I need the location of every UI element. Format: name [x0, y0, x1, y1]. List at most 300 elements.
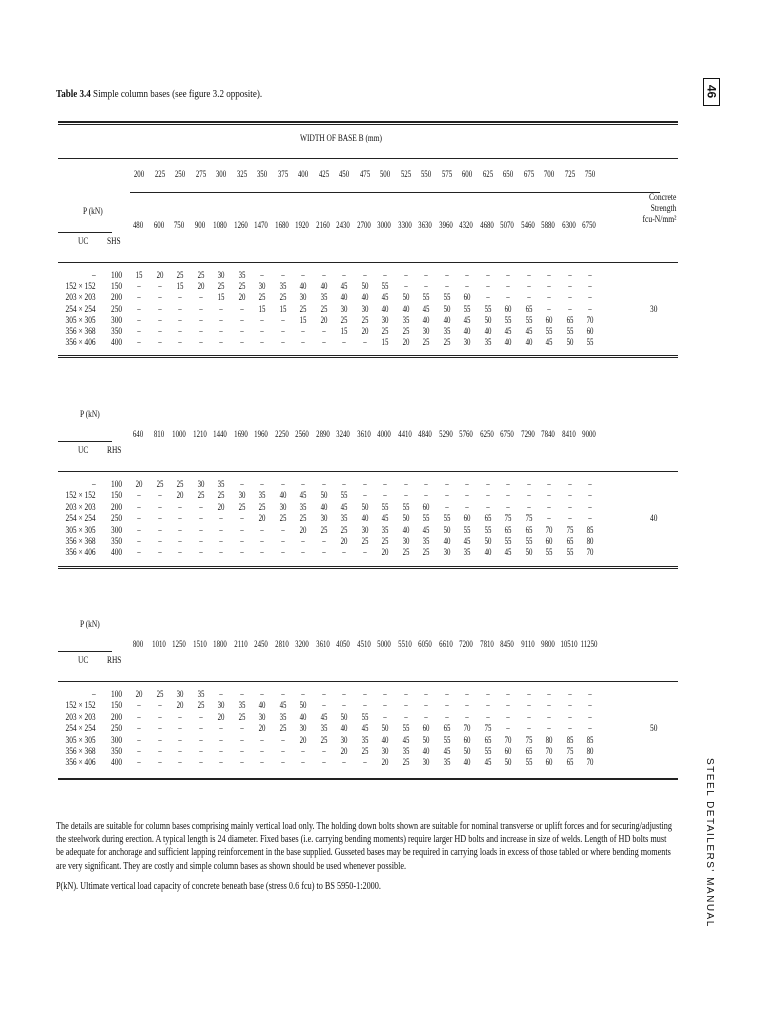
- row-hollow-size: 350: [111, 327, 123, 337]
- p-value-cell: 7840: [541, 430, 555, 440]
- bolt-size-cell: –: [219, 315, 223, 326]
- bolt-size-cell: –: [219, 327, 223, 337]
- bolt-size-cell: –: [465, 271, 469, 281]
- row-hollow-size: 350: [111, 747, 123, 757]
- p-value-cell: 640: [132, 430, 144, 440]
- bolt-size-cell: –: [342, 548, 346, 559]
- bolt-size-cell: –: [526, 724, 531, 735]
- bolt-size-cell: –: [260, 758, 264, 769]
- bolt-size-cell: 65: [566, 758, 573, 769]
- bolt-size-cell: 25: [340, 525, 348, 536]
- bolt-size-cell: 20: [176, 491, 184, 502]
- bolt-size-cell: 50: [566, 338, 573, 349]
- bolt-size-cell: –: [506, 271, 510, 281]
- p-value-cell: 1440: [213, 430, 227, 440]
- bolt-size-cell: –: [301, 338, 305, 349]
- bolt-size-cell: –: [198, 548, 203, 559]
- bolt-size-cell: –: [239, 537, 244, 547]
- bolt-size-cell: 50: [381, 724, 389, 735]
- bolt-size-cell: –: [137, 525, 141, 536]
- bolt-size-cell: –: [260, 525, 264, 536]
- column-b-header: RHS: [107, 446, 122, 456]
- bolt-size-cell: –: [157, 282, 162, 293]
- row-uc-size: 203 × 203: [65, 712, 96, 723]
- bolt-size-cell: 45: [463, 537, 471, 547]
- bolt-size-cell: –: [567, 502, 572, 513]
- bolt-size-cell: –: [403, 701, 408, 712]
- bolt-size-cell: –: [157, 712, 162, 723]
- p-value-cell: 1080: [213, 221, 227, 231]
- bolt-size-cell: 25: [217, 491, 225, 502]
- bolt-size-cell: –: [301, 758, 305, 769]
- bolt-size-cell: –: [157, 525, 162, 536]
- bolt-size-cell: –: [239, 304, 244, 315]
- bolt-size-cell: –: [506, 282, 510, 293]
- row-uc-size: 356 × 406: [65, 548, 96, 559]
- p-value-cell: 5760: [459, 430, 473, 440]
- bolt-size-cell: –: [362, 271, 367, 281]
- bolt-size-cell: –: [280, 690, 285, 700]
- bolt-size-cell: –: [157, 735, 162, 746]
- bolt-size-cell: –: [465, 491, 469, 502]
- bolt-size-cell: –: [178, 304, 182, 315]
- bolt-size-cell: –: [321, 327, 326, 337]
- bolt-size-cell: –: [157, 537, 162, 547]
- bolt-size-cell: –: [362, 338, 367, 349]
- p-value-cell: 5510: [397, 640, 412, 650]
- p-value-cell: 4050: [336, 640, 350, 650]
- row-hollow-size: 250: [111, 724, 123, 735]
- bolt-size-cell: 60: [463, 293, 471, 304]
- bolt-size-cell: –: [157, 514, 162, 525]
- bolt-size-cell: 25: [279, 293, 286, 304]
- bolt-size-cell: 50: [504, 758, 512, 769]
- bolt-size-cell: –: [526, 271, 531, 281]
- bolt-size-cell: 55: [361, 712, 368, 723]
- bolt-size-cell: –: [198, 712, 203, 723]
- bolt-size-cell: 25: [238, 282, 245, 293]
- bolt-size-cell: 55: [381, 502, 389, 513]
- p-value-cell: 9000: [582, 430, 596, 440]
- bolt-size-cell: 30: [443, 548, 450, 559]
- bolt-size-cell: –: [178, 537, 182, 547]
- bolt-size-cell: –: [444, 271, 449, 281]
- bolt-size-cell: 30: [381, 315, 389, 326]
- p-value-cell: 6250: [479, 430, 494, 440]
- bolt-size-cell: –: [157, 315, 162, 326]
- bolt-size-cell: –: [424, 271, 428, 281]
- bolt-size-cell: –: [485, 690, 490, 700]
- bolt-size-cell: –: [157, 304, 162, 315]
- bolt-size-cell: –: [465, 712, 469, 723]
- bolt-size-cell: –: [526, 502, 531, 513]
- bolt-size-cell: –: [362, 758, 367, 769]
- bolt-size-cell: –: [506, 480, 510, 490]
- bolt-size-cell: 35: [381, 525, 389, 536]
- column-b-header: RHS: [107, 656, 122, 666]
- row-uc-size: 356 × 406: [65, 758, 96, 769]
- bolt-size-cell: 25: [176, 271, 184, 281]
- p-value-cell: 3240: [336, 430, 350, 440]
- bolt-size-cell: –: [198, 338, 203, 349]
- bolt-size-cell: –: [157, 502, 162, 513]
- concrete-strength-value: 30: [650, 304, 658, 315]
- row-hollow-size: 100: [111, 271, 123, 281]
- bolt-size-cell: 50: [361, 282, 368, 293]
- page-number: 46: [704, 84, 719, 99]
- bolt-size-cell: –: [137, 338, 141, 349]
- bolt-size-cell: –: [547, 690, 551, 700]
- bolt-size-cell: 45: [504, 327, 512, 337]
- bolt-size-cell: 30: [217, 271, 225, 281]
- bolt-size-cell: –: [260, 338, 264, 349]
- bolt-size-cell: –: [239, 525, 244, 536]
- bolt-size-cell: 40: [258, 701, 266, 712]
- bolt-size-cell: –: [547, 271, 551, 281]
- p-value-cell: 2430: [336, 221, 350, 231]
- p-value-cell: 800: [132, 640, 144, 650]
- bolt-size-cell: –: [424, 480, 428, 490]
- column-a-header: UC: [78, 446, 89, 456]
- row-uc-size: 305 × 305: [65, 315, 96, 326]
- p-value-cell: 8450: [500, 640, 514, 650]
- rule-line: [58, 158, 678, 159]
- bolt-size-cell: 40: [402, 304, 409, 315]
- bolt-size-cell: –: [567, 690, 572, 700]
- bolt-size-cell: –: [362, 701, 367, 712]
- bolt-size-cell: 25: [197, 701, 204, 712]
- bolt-size-cell: 45: [545, 338, 553, 349]
- bolt-size-cell: –: [321, 701, 326, 712]
- bolt-size-cell: –: [157, 724, 162, 735]
- bolt-size-cell: –: [547, 701, 551, 712]
- bolt-size-cell: 40: [484, 327, 491, 337]
- bolt-size-cell: –: [526, 491, 531, 502]
- bolt-size-cell: 55: [340, 491, 348, 502]
- bolt-size-cell: 55: [545, 548, 553, 559]
- p-value-cell: 1000: [172, 430, 186, 440]
- bolt-size-cell: –: [342, 271, 346, 281]
- column-a-header: UC: [78, 656, 89, 666]
- bolt-size-cell: 65: [566, 537, 573, 547]
- bolt-size-cell: 25: [381, 327, 389, 337]
- bolt-size-cell: 55: [566, 548, 573, 559]
- bolt-size-cell: 25: [299, 514, 307, 525]
- bolt-size-cell: 25: [402, 327, 409, 337]
- table-caption: [56, 89, 262, 100]
- bolt-size-cell: 40: [463, 758, 471, 769]
- bolt-size-cell: –: [547, 724, 551, 735]
- bolt-size-cell: –: [260, 537, 264, 547]
- bolt-size-cell: –: [424, 282, 428, 293]
- bolt-size-cell: –: [239, 724, 244, 735]
- bolt-size-cell: –: [424, 701, 428, 712]
- bolt-size-cell: –: [506, 293, 510, 304]
- width-header-cell: 550: [420, 170, 432, 180]
- bolt-size-cell: 65: [566, 315, 573, 326]
- bolt-size-cell: 85: [586, 735, 594, 746]
- bolt-size-cell: 30: [197, 480, 204, 490]
- bolt-size-cell: –: [178, 735, 182, 746]
- bolt-size-cell: 70: [504, 735, 512, 746]
- width-header-cell: 500: [379, 170, 391, 180]
- p-value-cell: 4840: [418, 430, 432, 440]
- bolt-size-cell: 55: [586, 338, 594, 349]
- width-header-cell: 450: [338, 170, 350, 180]
- width-header-cell: 750: [584, 170, 596, 180]
- bolt-size-cell: 30: [463, 338, 471, 349]
- bolt-size-cell: –: [547, 502, 551, 513]
- rule-line: [58, 566, 678, 569]
- bolt-size-cell: 40: [463, 327, 471, 337]
- bolt-size-cell: –: [465, 502, 469, 513]
- bolt-size-cell: –: [301, 747, 305, 757]
- bolt-size-cell: –: [198, 327, 203, 337]
- bolt-size-cell: –: [588, 502, 592, 513]
- bolt-size-cell: 15: [279, 304, 286, 315]
- p-value-cell: 4320: [459, 221, 473, 231]
- rule-line: [58, 121, 678, 123]
- bolt-size-cell: –: [465, 690, 469, 700]
- p-value-cell: 6610: [438, 640, 453, 650]
- bolt-size-cell: –: [198, 315, 203, 326]
- row-hollow-size: 250: [111, 304, 123, 315]
- row-uc-size: 254 × 254: [65, 514, 96, 525]
- bolt-size-cell: –: [280, 525, 285, 536]
- bolt-size-cell: –: [178, 758, 182, 769]
- bolt-size-cell: –: [342, 480, 346, 490]
- bolt-size-cell: 45: [361, 724, 368, 735]
- row-hollow-size: 200: [111, 712, 123, 723]
- bolt-size-cell: –: [280, 537, 285, 547]
- bolt-size-cell: –: [198, 502, 203, 513]
- p-value-cell: 7810: [479, 640, 494, 650]
- p-value-cell: 750: [173, 221, 185, 231]
- bolt-size-cell: 35: [484, 338, 491, 349]
- bolt-size-cell: 40: [340, 724, 348, 735]
- bolt-size-cell: 30: [258, 282, 266, 293]
- width-header-cell: 325: [236, 170, 247, 180]
- bolt-size-cell: –: [280, 758, 285, 769]
- bolt-size-cell: 85: [586, 525, 594, 536]
- bolt-size-cell: –: [280, 338, 285, 349]
- bolt-size-cell: 50: [299, 701, 307, 712]
- row-hollow-size: 200: [111, 293, 123, 304]
- width-header-cell: 600: [461, 170, 473, 180]
- bolt-size-cell: 20: [381, 758, 389, 769]
- width-of-base-label: WIDTH OF BASE B (mm): [300, 134, 382, 144]
- bolt-size-cell: –: [260, 271, 264, 281]
- bolt-size-cell: 50: [484, 315, 491, 326]
- bolt-size-cell: 50: [443, 304, 450, 315]
- p-value-cell: 2560: [295, 430, 309, 440]
- bolt-size-cell: 65: [484, 514, 491, 525]
- bolt-size-cell: 65: [504, 525, 512, 536]
- bolt-size-cell: 35: [402, 747, 409, 757]
- width-header-cell: 350: [256, 170, 268, 180]
- bolt-size-cell: –: [157, 327, 162, 337]
- bolt-size-cell: –: [157, 293, 162, 304]
- bolt-size-cell: 15: [176, 282, 184, 293]
- bolt-size-cell: –: [260, 480, 264, 490]
- p-value-cell: 2450: [254, 640, 268, 650]
- bolt-size-cell: 15: [258, 304, 266, 315]
- p-value-cell: 1920: [295, 221, 309, 231]
- bolt-size-cell: –: [403, 282, 408, 293]
- bolt-size-cell: –: [178, 315, 182, 326]
- p-value-cell: 6750: [500, 430, 514, 440]
- bolt-size-cell: 30: [238, 491, 245, 502]
- bolt-size-cell: –: [321, 480, 326, 490]
- p-kn-label: P (kN): [80, 620, 100, 630]
- bolt-size-cell: 55: [422, 514, 430, 525]
- p-value-cell: 4680: [479, 221, 494, 231]
- bolt-size-cell: 30: [340, 735, 348, 746]
- bolt-size-cell: –: [424, 712, 428, 723]
- row-uc-size: 203 × 203: [65, 502, 96, 513]
- bolt-size-cell: –: [588, 282, 592, 293]
- bolt-size-cell: –: [219, 514, 223, 525]
- row-hollow-size: 100: [111, 480, 123, 490]
- p-value-cell: 7290: [520, 430, 535, 440]
- bolt-size-cell: 40: [422, 315, 430, 326]
- p-value-cell: 3960: [438, 221, 453, 231]
- bolt-size-cell: –: [362, 690, 367, 700]
- p-value-cell: 5070: [500, 221, 514, 231]
- bolt-size-cell: –: [588, 271, 592, 281]
- bolt-size-cell: –: [444, 712, 449, 723]
- bolt-size-cell: –: [198, 514, 203, 525]
- row-hollow-size: 350: [111, 537, 123, 547]
- bolt-size-cell: –: [403, 712, 408, 723]
- row-hollow-size: 400: [111, 758, 123, 769]
- bolt-size-cell: 70: [545, 525, 553, 536]
- bolt-size-cell: –: [239, 747, 244, 757]
- bolt-size-cell: –: [547, 304, 551, 315]
- p-kn-label: P (kN): [83, 207, 103, 217]
- bolt-size-cell: –: [465, 701, 469, 712]
- bolt-size-cell: –: [424, 491, 428, 502]
- bolt-size-cell: 50: [361, 502, 368, 513]
- bolt-size-cell: –: [485, 282, 490, 293]
- bolt-size-cell: 20: [258, 724, 266, 735]
- bolt-size-cell: –: [198, 758, 203, 769]
- bolt-size-cell: 15: [299, 315, 307, 326]
- bolt-size-cell: 45: [381, 514, 389, 525]
- bolt-size-cell: 55: [422, 293, 430, 304]
- bolt-size-cell: –: [567, 282, 572, 293]
- row-uc-size: 254 × 254: [65, 724, 96, 735]
- bolt-size-cell: –: [301, 327, 305, 337]
- p-value-cell: 900: [194, 221, 205, 231]
- bolt-size-cell: –: [157, 758, 162, 769]
- bolt-size-cell: –: [137, 304, 141, 315]
- bolt-size-cell: –: [239, 338, 244, 349]
- bolt-size-cell: –: [137, 548, 141, 559]
- bolt-size-cell: –: [588, 701, 592, 712]
- bolt-size-cell: –: [383, 712, 387, 723]
- bolt-size-cell: 30: [217, 701, 225, 712]
- bolt-size-cell: 45: [340, 282, 348, 293]
- bolt-size-cell: 70: [545, 747, 553, 757]
- bolt-size-cell: 75: [525, 514, 532, 525]
- p-value-cell: 8410: [561, 430, 576, 440]
- bolt-size-cell: –: [567, 293, 572, 304]
- bolt-size-cell: 30: [176, 690, 184, 700]
- bolt-size-cell: –: [157, 701, 162, 712]
- bolt-size-cell: –: [506, 701, 510, 712]
- bolt-size-cell: 55: [525, 315, 532, 326]
- bolt-size-cell: –: [280, 747, 285, 757]
- bolt-size-cell: 25: [320, 525, 327, 536]
- note-paragraph: The details are suitable for column bases comprising mainly vertical load only. The holding down bolts shown are suitable for nominal transverse or uplift forces and for securing/adjusting the steelwork during erection. A typical length is 24 diameter. Fixed bases (i.e. carrying bending moments) require larger HD bolts and increase in size of welds. Length of HD bolts must be adequate for anchorage and sufficient lapping reinforcement in the base supplied. Gusseted bases may be required in carrying loads in excess of those tabled or where bending moments are very significant. They are costly and simple column bases as shown should be used whenever possible.: [56, 821, 672, 872]
- page-number-box: [703, 78, 720, 106]
- bolt-size-cell: –: [198, 525, 203, 536]
- bolt-size-cell: 35: [279, 282, 286, 293]
- bolt-size-cell: –: [526, 712, 531, 723]
- bolt-size-cell: –: [198, 293, 203, 304]
- bolt-size-cell: –: [137, 491, 141, 502]
- row-hollow-size: 150: [111, 491, 123, 502]
- bolt-size-cell: –: [137, 315, 141, 326]
- bolt-size-cell: –: [444, 282, 449, 293]
- p-value-cell: 3000: [377, 221, 391, 231]
- p-value-cell: 3610: [356, 430, 371, 440]
- bolt-size-cell: –: [301, 690, 305, 700]
- bolt-size-cell: –: [547, 491, 551, 502]
- p-value-cell: 11250: [580, 640, 598, 650]
- bolt-size-cell: 60: [422, 502, 430, 513]
- bolt-size-cell: –: [239, 480, 244, 490]
- width-header-cell: 200: [133, 170, 145, 180]
- bolt-size-cell: –: [137, 327, 141, 337]
- bolt-size-cell: 20: [135, 480, 143, 490]
- bolt-size-cell: –: [383, 271, 387, 281]
- p-value-cell: 2890: [315, 430, 330, 440]
- row-hollow-size: 400: [111, 338, 123, 349]
- bolt-size-cell: –: [137, 724, 141, 735]
- p-value-cell: 5290: [438, 430, 453, 440]
- bolt-size-cell: –: [260, 315, 264, 326]
- bolt-size-cell: 25: [176, 480, 184, 490]
- p-value-cell: 1960: [254, 430, 268, 440]
- bolt-size-cell: –: [465, 282, 469, 293]
- bolt-size-cell: 20: [299, 525, 307, 536]
- bolt-size-cell: 50: [402, 514, 409, 525]
- bolt-size-cell: –: [219, 525, 223, 536]
- bolt-size-cell: 65: [525, 747, 532, 757]
- bolt-size-cell: –: [137, 293, 141, 304]
- bolt-size-cell: 30: [422, 758, 430, 769]
- bolt-size-cell: –: [485, 271, 490, 281]
- bolt-size-cell: 30: [361, 525, 368, 536]
- bolt-size-cell: –: [239, 548, 244, 559]
- bolt-size-cell: –: [137, 514, 141, 525]
- bolt-size-cell: –: [342, 338, 346, 349]
- bolt-size-cell: 65: [484, 735, 491, 746]
- bolt-size-cell: –: [588, 514, 592, 525]
- p-value-cell: 10510: [559, 640, 578, 650]
- bolt-size-cell: 65: [525, 525, 532, 536]
- bolt-size-cell: –: [260, 735, 264, 746]
- note-paragraph: P(kN). Ultimate vertical load capacity of concrete beneath base (stress 0.6 fcu) to BS 5950-1:2000.: [56, 880, 381, 892]
- bolt-size-cell: 30: [361, 304, 368, 315]
- width-header-cell: 275: [195, 170, 206, 180]
- rule-line: [58, 232, 112, 233]
- bolt-size-cell: 55: [525, 758, 532, 769]
- bolt-size-cell: –: [260, 548, 264, 559]
- bolt-size-cell: 55: [566, 327, 573, 337]
